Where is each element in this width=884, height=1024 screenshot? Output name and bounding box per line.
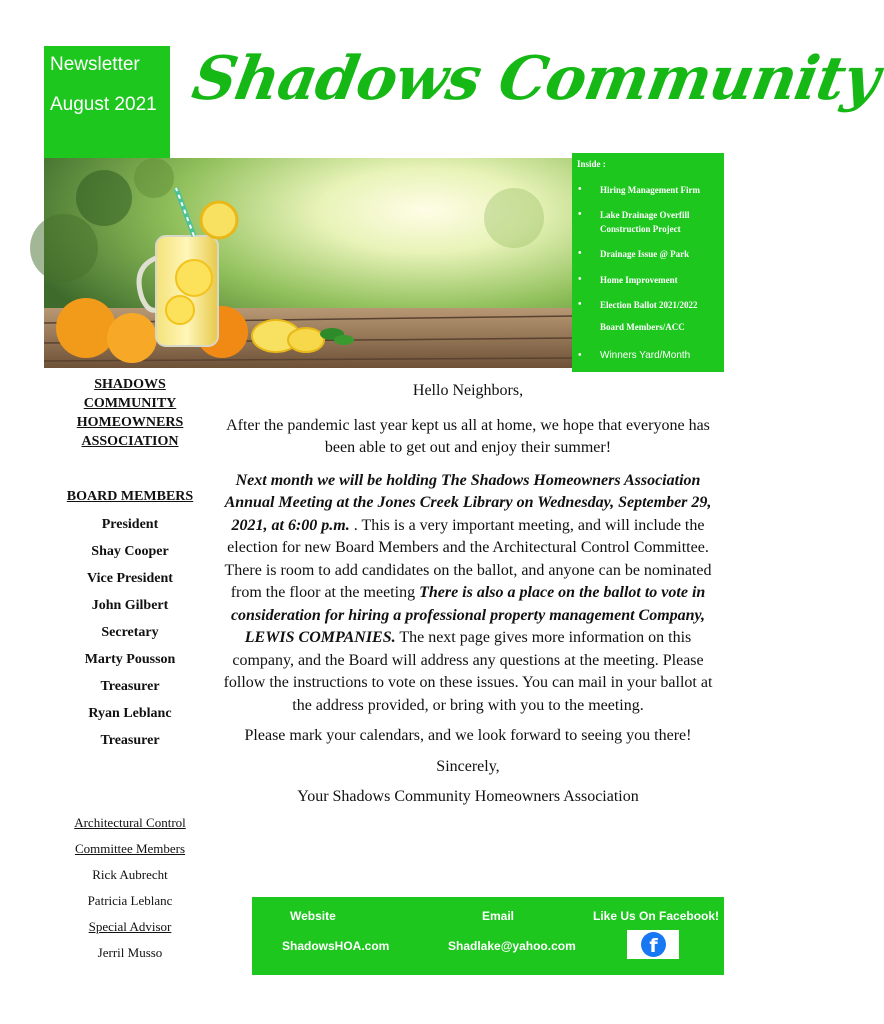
email-label: Email: [482, 909, 515, 923]
signature: Your Shadows Community Homeowners Association: [297, 788, 639, 805]
acc-section: [55, 810, 205, 966]
bullet-icon: •: [578, 248, 582, 259]
bullet-icon: •: [578, 299, 582, 310]
facebook-button[interactable]: [627, 930, 679, 959]
sidebar: [55, 375, 205, 754]
greeting: Hello Neighbors,: [412, 382, 524, 399]
special-advisor: Jerril Musso: [97, 945, 163, 960]
meeting-paragraph: [213, 470, 723, 718]
facebook-label: Like Us On Facebook!: [593, 909, 720, 923]
board-members-list: [55, 511, 205, 754]
board-role: Treasurer: [100, 733, 160, 748]
inside-item-label: Winners Yard/Month: [600, 350, 691, 361]
newsletter-title: Shadows Community: [187, 44, 884, 114]
acc-heading: Committee Members: [74, 841, 186, 856]
intro-paragraph: After the pandemic last year kept us all at home, we hope that everyone has been able to get out and enjoy their summer!: [226, 416, 710, 456]
ballot-note: There is also a place on the ballot to vote in consideration for hiring a professional property management Company, LEWIS COMPANIES.: [230, 584, 706, 646]
email-link[interactable]: Shadlake@yahoo.com: [448, 939, 576, 953]
meeting-announcement: Next month we will be holding The Shadows Homeowners Association Annual Meeting at the Jones Creek Library on Wednesday, September 29, 2021, at 6:00 p.m.: [224, 471, 712, 534]
lemonade-illustration: [44, 158, 574, 368]
issue-date: August 2021: [50, 94, 157, 115]
board-members-heading: BOARD MEMBERS: [66, 489, 194, 504]
board-member: John Gilbert: [91, 598, 169, 613]
meeting-details: . This is a very important meeting, and will include the election for new Board Members and the Architectural Control Committee. There is room to add candidates on the ballot, and anyone can be nominated from the floor at the meeting: [224, 516, 712, 601]
newsletter-label: Newsletter: [50, 54, 140, 75]
org-name-line: SHADOWS: [94, 377, 166, 392]
letter-body: [213, 380, 723, 809]
website-link[interactable]: ShadowsHOA.com: [282, 939, 390, 953]
bullet-icon: •: [578, 209, 582, 220]
inside-header: Inside :: [577, 159, 606, 169]
website-label: Website: [290, 909, 336, 923]
org-name-line: ASSOCIATION: [81, 434, 179, 449]
inside-item-label: Election Ballot 2021/2022 Board Members/ACC: [600, 300, 698, 332]
hero-image: [44, 158, 574, 368]
bullet-icon: •: [578, 184, 582, 195]
acc-heading: Architectural Control: [74, 815, 186, 830]
bullet-icon: •: [578, 350, 582, 361]
inside-item-label: Home Improvement: [600, 275, 678, 285]
org-name-line: HOMEOWNERS: [76, 415, 184, 430]
board-member: Marty Pousson: [84, 652, 176, 667]
acc-member: Rick Aubrecht: [92, 867, 168, 882]
board-role: President: [101, 517, 159, 532]
board-role: Secretary: [101, 625, 159, 640]
facebook-icon: f: [641, 932, 666, 957]
board-member: Shay Cooper: [91, 544, 169, 559]
closing: Sincerely,: [436, 757, 500, 775]
newsletter-tag: [44, 46, 170, 158]
inside-item-label: Hiring Management Firm: [600, 185, 700, 195]
calendar-note: Please mark your calendars, and we look forward to seeing you there!: [244, 727, 692, 744]
board-role: Vice President: [87, 571, 173, 586]
acc-member: Patricia Leblanc: [87, 893, 173, 908]
org-name-line: COMMUNITY: [83, 396, 177, 411]
inside-item-label: Drainage Issue @ Park: [600, 249, 690, 259]
meeting-instructions: The next page gives more information on this company, and the Board will address any questions at the meeting. Please follow the instructions to vote on these issues. You can mail in your ballot at the address provided, or bring with you to the meeting.: [223, 629, 713, 714]
board-member: Ryan Leblanc: [88, 706, 172, 721]
bullet-icon: •: [578, 274, 582, 285]
inside-contents-box: [572, 153, 724, 372]
contact-footer: [252, 897, 724, 975]
special-advisor-heading: Special Advisor: [88, 919, 172, 934]
org-name: [55, 375, 205, 451]
board-role: Treasurer: [100, 679, 160, 694]
inside-item-label: Lake Drainage Overfill Construction Project: [600, 210, 690, 234]
